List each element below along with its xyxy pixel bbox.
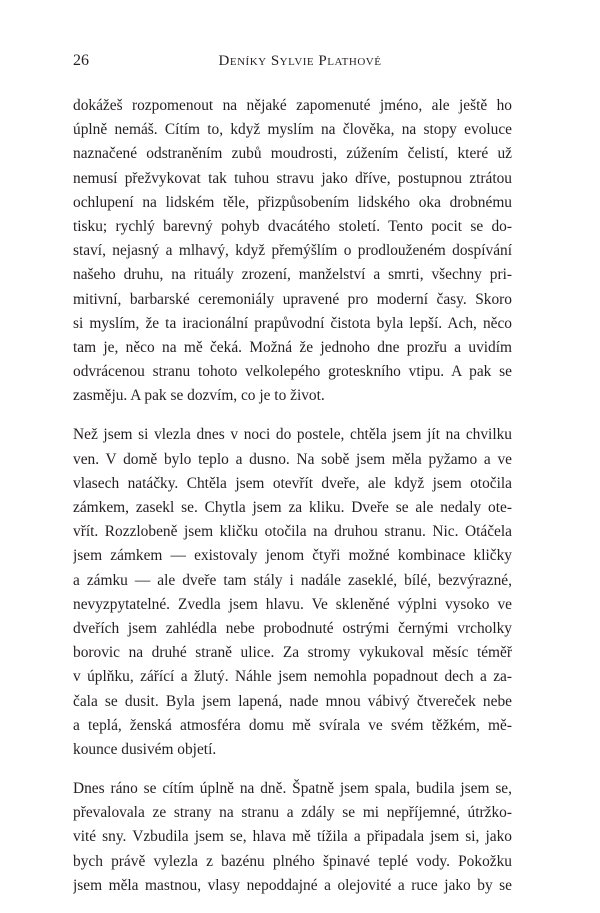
text-line: nevyzpytatelné. Zvedla jsem hlavu. Ve skleněné výplni vysoko ve — [73, 595, 512, 613]
page-number: 26 — [73, 52, 89, 69]
text-line: vřít. Rozzlobeně jsem kličku otočila na druhou stranu. Nic. Otáčela — [73, 523, 512, 541]
text-line: našeho druhu, na rituály zrození, manželství a smrti, všechny pri- — [73, 266, 512, 284]
text-line: tam je, něco na mě čeká. Možná že jednoho dne prozřu a uvidím — [73, 338, 512, 356]
text-line: jsem zámkem — existovaly jenom čtyři možné kombinace kličky — [73, 547, 512, 565]
text-line: úplně nemáš. Cítím to, když myslím na člověka, na stopy evoluce — [73, 121, 512, 139]
text-line: Než jsem si vlezla dnes v noci do postele, chtěla jsem jít na chvilku — [73, 426, 512, 444]
paragraph — [73, 777, 512, 898]
text-line: nemusí přežvykovat tak tuhou stravu jako dříve, postupnou ztrátou — [73, 169, 512, 187]
text-line: kounce dusivém objetí. — [73, 740, 217, 758]
running-title: Deníky Sylvie Plathové — [218, 53, 382, 69]
paragraph — [73, 94, 512, 408]
text-line: a zámku — ale dveře tam stály i nadále zaseklé, bílé, bezvýrazné, — [73, 571, 512, 589]
text-line: zasměju. A pak se dozvím, co je to život. — [73, 387, 325, 405]
text-line: ven. V domě bylo teplo a dusno. Na sobě jsem měla pyžamo a ve — [73, 450, 512, 468]
text-line: si myslím, že ta iracionální prapůvodní čistota byla lepší. Ach, něco — [73, 314, 512, 332]
text-line: Dnes ráno se cítím úplně na dně. Špatně jsem spala, budila jsem se, — [73, 780, 512, 798]
text-line: zámkem, zasekl se. Chytla jsem za kliku. Dveře se ale nedaly ote- — [73, 499, 512, 516]
text-line: dveřích jsem zahlédla nebe probodnuté ostrými černými vrcholky — [73, 619, 512, 637]
paragraph — [73, 423, 512, 762]
text-line: staví, nejasný a mlhavý, když přemýšlím o prodlouženém dospívání — [73, 242, 512, 260]
text-line: odvrácenou stranu tohoto velkolepého groteskního vtipu. A pak se — [73, 363, 512, 381]
text-line: bych právě vylezla z bazénu plného špinavé teplé vody. Pokožku — [73, 852, 512, 870]
page-header — [73, 52, 527, 74]
text-line: vité sny. Vzbudila jsem se, hlava mě tížila a připadala jsem si, jako — [73, 828, 512, 846]
text-line: a teplá, ženská atmosféra domu mě svírala ve svém těžkém, mě- — [73, 716, 512, 734]
text-line: v úplňku, zářící a žlutý. Náhle jsem nemohla popadnout dech a za- — [73, 668, 512, 686]
text-line: ochlupení na lidském těle, přizpůsobením lidského oka drobnému — [73, 193, 512, 211]
text-line: jsem měla mastnou, vlasy nepoddajné a olejovité a ruce jako by se — [73, 876, 512, 894]
text-line: dokážeš rozpomenout na nějaké zapomenuté jméno, ale ještě ho — [73, 97, 512, 114]
text-line: čala se dusit. Byla jsem lapená, nade mnou vábivý čtvereček nebe — [73, 692, 512, 710]
text-line: mitivní, barbarské ceremoniály upravené pro moderní časy. Skoro — [73, 290, 512, 308]
text-line: převalovala ze strany na stranu a zdály se mi nepříjemné, útržko- — [73, 804, 512, 822]
body-text — [73, 94, 512, 913]
text-line: tisku; rychlý barevný pohyb dvacátého století. Tento pocit se do- — [73, 217, 512, 235]
text-line: naznačené odstraněním zubů moudrosti, zúžením čelistí, které už — [73, 145, 512, 163]
text-line: borovic na druhé straně ulice. Za stromy vykukoval měsíc téměř — [73, 644, 512, 662]
text-line: vlasech natáčky. Chtěla jsem otevřít dveře, ale když jsem otočila — [73, 474, 512, 492]
